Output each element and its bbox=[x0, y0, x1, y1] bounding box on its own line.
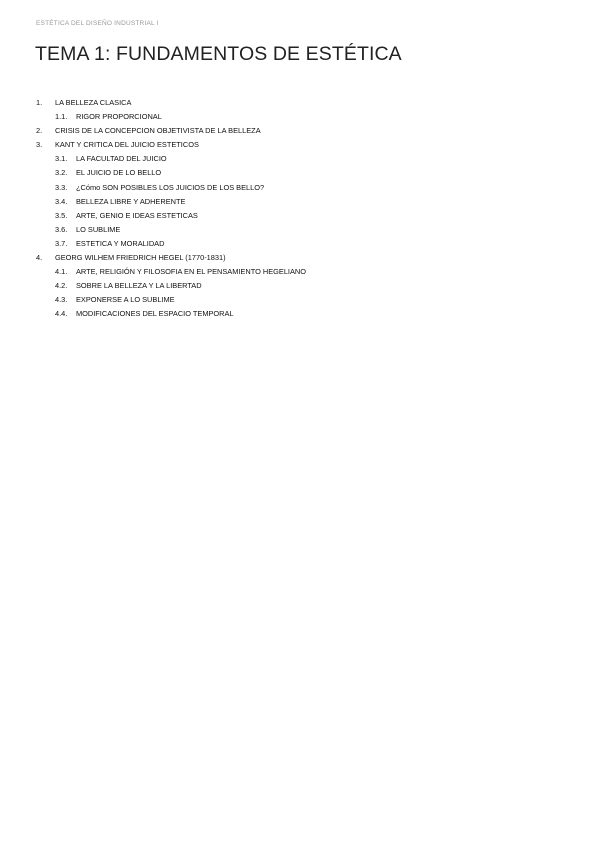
toc-entry-label: BELLEZA LIBRE Y ADHERENTE bbox=[76, 196, 186, 206]
toc-entry bbox=[36, 110, 556, 124]
toc-entry-number: 3.2. bbox=[55, 168, 68, 178]
toc-entry bbox=[36, 152, 556, 166]
toc-entry-label: ARTE, GENIO E IDEAS ESTETICAS bbox=[76, 210, 198, 220]
table-of-contents bbox=[36, 96, 556, 322]
toc-entry-number: 4.2. bbox=[55, 281, 68, 291]
toc-entry-number: 1. bbox=[36, 98, 43, 107]
toc-entry bbox=[36, 307, 556, 321]
page-title: TEMA 1: FUNDAMENTOS DE ESTÉTICA bbox=[35, 43, 402, 65]
running-header: ESTÉTICA DEL DISEÑO INDUSTRIAL I bbox=[36, 20, 159, 27]
toc-entry-label: LA BELLEZA CLASICA bbox=[55, 98, 132, 107]
toc-entry-label: SOBRE LA BELLEZA Y LA LIBERTAD bbox=[76, 281, 202, 291]
toc-entry-label: ARTE, RELIGIÓN Y FILOSOFIA EN EL PENSAMIENTO HEGELIANO bbox=[76, 267, 306, 277]
toc-entry-number: 4. bbox=[36, 253, 43, 263]
toc-entry bbox=[36, 209, 556, 223]
toc-entry-number: 3.6. bbox=[55, 224, 68, 234]
toc-entry bbox=[36, 195, 556, 209]
toc-entry-number: 3.5. bbox=[55, 210, 68, 220]
toc-entry-number: 1.1. bbox=[55, 112, 68, 122]
toc-entry-label: LA FACULTAD DEL JUICIO bbox=[76, 154, 167, 164]
toc-entry-number: 3.3. bbox=[55, 182, 68, 192]
toc-entry-number: 3. bbox=[36, 140, 43, 150]
toc-entry-label: EXPONERSE A LO SUBLIME bbox=[76, 295, 175, 305]
toc-entry-number: 4.1. bbox=[55, 267, 68, 277]
toc-entry-label: EL JUICIO DE LO BELLO bbox=[76, 168, 162, 178]
toc-entry bbox=[36, 181, 556, 195]
toc-entry-label: ¿Cómo SON POSIBLES LOS JUICIOS DE LOS BELLO? bbox=[76, 182, 265, 192]
toc-entry-label: LO SUBLIME bbox=[76, 224, 121, 234]
toc-entry bbox=[36, 166, 556, 180]
toc-entry bbox=[36, 237, 556, 251]
toc-entry-label: GEORG WILHEM FRIEDRICH HEGEL (1770-1831) bbox=[55, 253, 226, 263]
toc-entry bbox=[36, 293, 556, 307]
toc-entry-label: KANT Y CRITICA DEL JUICIO ESTETICOS bbox=[55, 140, 199, 150]
toc-entry bbox=[36, 279, 556, 293]
toc-entry-number: 4.3. bbox=[55, 295, 68, 305]
toc-entry-label: MODIFICACIONES DEL ESPACIO TEMPORAL bbox=[76, 309, 234, 319]
toc-entry-number: 3.4. bbox=[55, 196, 68, 206]
toc-entry-label: RIGOR PROPORCIONAL bbox=[76, 112, 162, 122]
toc-entry-label: ESTETICA Y MORALIDAD bbox=[76, 238, 165, 248]
toc-entry-number: 3.1. bbox=[55, 154, 68, 164]
toc-entry bbox=[36, 265, 556, 279]
toc-entry-number: 2. bbox=[36, 126, 43, 136]
toc-entry bbox=[36, 251, 556, 265]
toc-entry-label: CRISIS DE LA CONCEPCION OBJETIVISTA DE LA BELLEZA bbox=[55, 126, 261, 136]
toc-entry-number: 4.4. bbox=[55, 309, 68, 319]
toc-entry-number: 3.7. bbox=[55, 238, 68, 248]
toc-entry bbox=[36, 124, 556, 138]
toc-entry bbox=[36, 96, 556, 110]
toc-entry bbox=[36, 138, 556, 152]
toc-entry bbox=[36, 223, 556, 237]
